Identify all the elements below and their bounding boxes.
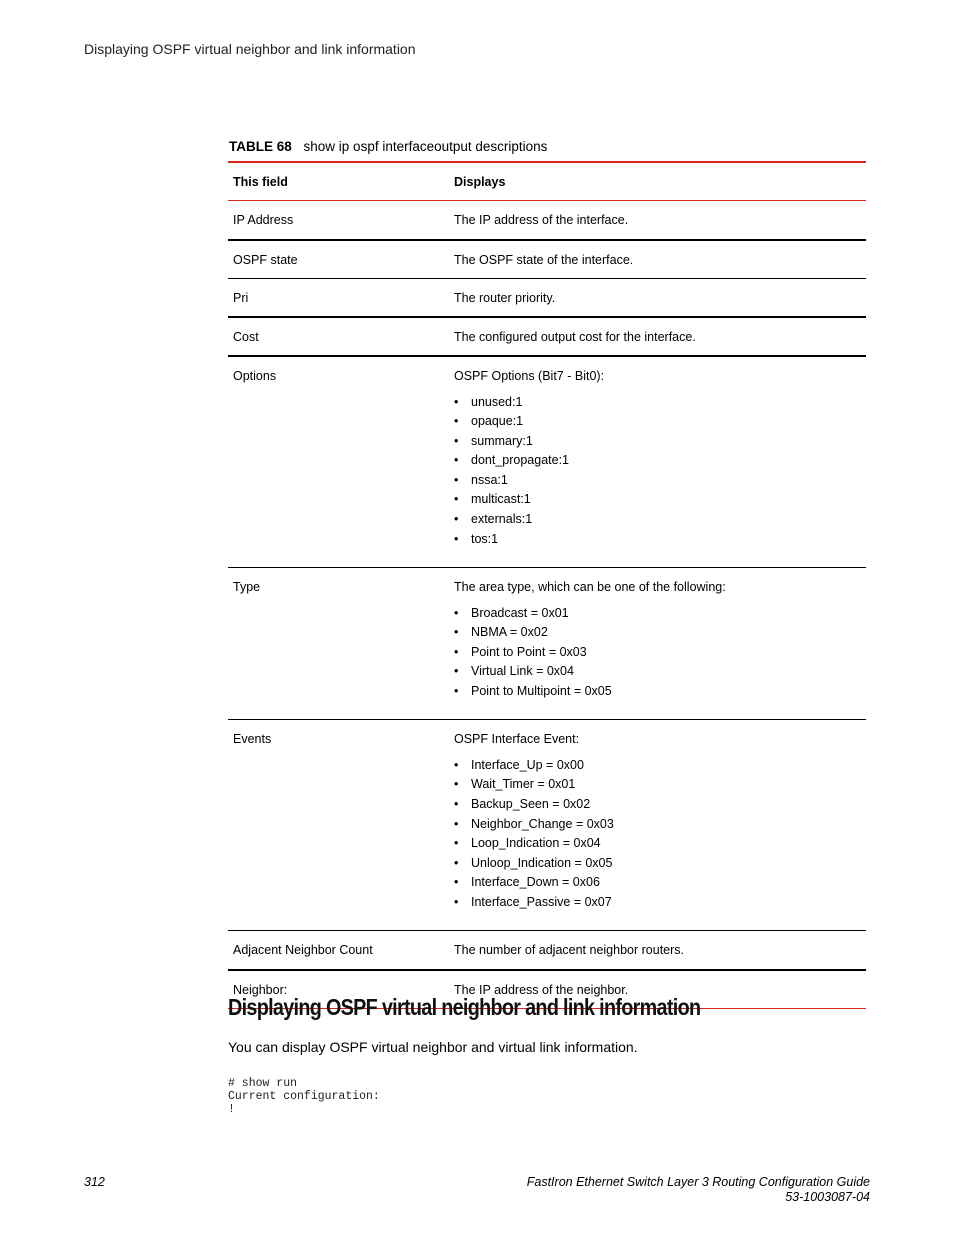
table-row <box>228 201 866 240</box>
section-body-text: You can display OSPF virtual neighbor and virtual link information. <box>228 1039 638 1055</box>
list-item: • summary:1 <box>454 432 861 452</box>
display-cell <box>449 356 866 568</box>
display-cell: The IP address of the interface. <box>454 213 629 228</box>
table-row <box>228 568 866 720</box>
list-item: • Wait_Timer = 0x01 <box>454 775 861 795</box>
list-item: • Point to Multipoint = 0x05 <box>454 682 861 702</box>
bullet-list <box>454 604 861 702</box>
table-row <box>228 931 866 970</box>
field-cell: Adjacent Neighbor Count <box>233 943 373 958</box>
table-header-row <box>228 162 866 201</box>
column-header-displays: Displays <box>454 175 506 189</box>
bullet-list <box>454 393 861 550</box>
field-cell: Neighbor: <box>233 982 288 997</box>
list-item: • Virtual Link = 0x04 <box>454 662 861 682</box>
column-header-field: This field <box>233 175 288 189</box>
table-row <box>228 356 866 568</box>
list-item: • nssa:1 <box>454 471 861 491</box>
footer-doc-info <box>527 1175 870 1205</box>
doc-number: 53-1003087-04 <box>785 1190 870 1204</box>
list-item: • Neighbor_Change = 0x03 <box>454 815 861 835</box>
display-cell <box>449 720 866 931</box>
list-item: • dont_propagate:1 <box>454 451 861 471</box>
display-cell: The OSPF state of the interface. <box>454 252 634 267</box>
display-text: The area type, which can be one of the following: <box>454 580 726 595</box>
table-row <box>228 278 866 317</box>
list-item: • opaque:1 <box>454 412 861 432</box>
list-item: • Interface_Passive = 0x07 <box>454 893 861 913</box>
display-cell: The configured output cost for the interface. <box>454 330 696 344</box>
table-row <box>228 317 866 356</box>
field-cell: Events <box>233 732 272 747</box>
display-cell: The router priority. <box>454 290 556 305</box>
list-item: • tos:1 <box>454 530 861 550</box>
list-item: • Broadcast = 0x01 <box>454 604 861 624</box>
list-item: • externals:1 <box>454 510 861 530</box>
list-item: • Backup_Seen = 0x02 <box>454 795 861 815</box>
display-cell: The IP address of the neighbor. <box>454 982 629 997</box>
running-header: Displaying OSPF virtual neighbor and link information <box>84 41 416 57</box>
table-row <box>228 720 866 931</box>
field-cell: Options <box>233 369 277 384</box>
bullet-list <box>454 756 861 913</box>
field-cell: Cost <box>233 330 259 344</box>
list-item: • Point to Point = 0x03 <box>454 643 861 663</box>
list-item: • Interface_Up = 0x00 <box>454 756 861 776</box>
page-number: 312 <box>84 1175 105 1189</box>
field-cell: IP Address <box>233 213 294 228</box>
field-description-table <box>228 161 866 1009</box>
display-text: OSPF Interface Event: <box>454 732 580 747</box>
table-container <box>228 161 866 1009</box>
table-caption <box>229 139 547 154</box>
display-cell <box>449 568 866 720</box>
code-example: # show run Current configuration: ! <box>228 1077 380 1116</box>
list-item: • Unloop_Indication = 0x05 <box>454 854 861 874</box>
section-title: Displaying OSPF virtual neighbor and link information <box>228 994 701 1020</box>
table-label: TABLE 68 <box>229 139 292 154</box>
guide-title: FastIron Ethernet Switch Layer 3 Routing Configuration Guide <box>526 1175 870 1189</box>
list-item: • multicast:1 <box>454 490 861 510</box>
table-caption-text: show ip ospf interfaceoutput descriptions <box>303 139 548 154</box>
display-cell: The number of adjacent neighbor routers. <box>454 943 684 958</box>
table-row <box>228 240 866 279</box>
display-text: OSPF Options (Bit7 - Bit0): <box>454 369 605 384</box>
list-item: • Loop_Indication = 0x04 <box>454 834 861 854</box>
field-cell: OSPF state <box>233 252 298 267</box>
field-cell: Type <box>233 580 261 595</box>
list-item: • Interface_Down = 0x06 <box>454 873 861 893</box>
field-cell: Pri <box>233 290 249 305</box>
list-item: • NBMA = 0x02 <box>454 623 861 643</box>
list-item: • unused:1 <box>454 393 861 413</box>
